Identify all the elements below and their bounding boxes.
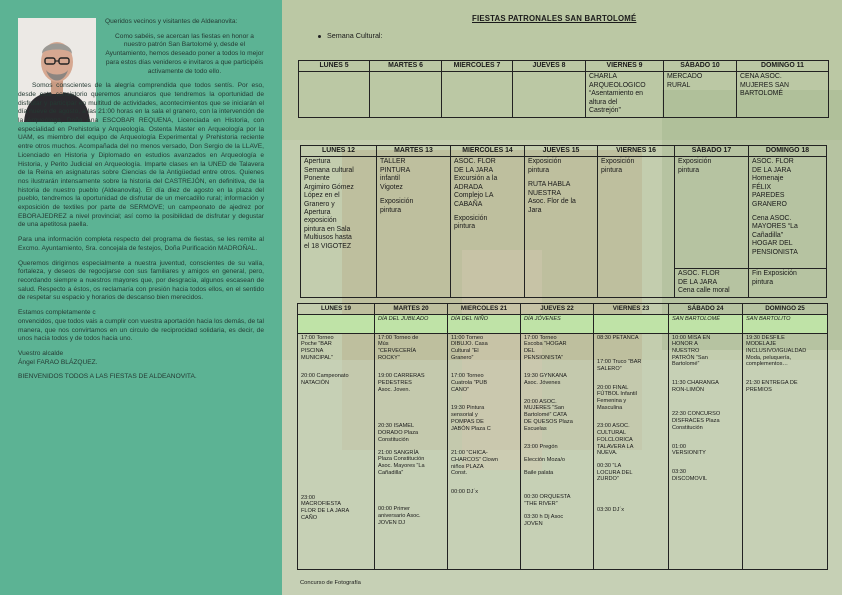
event-line: niños PLAZA [451,463,484,470]
event-line: ASOC. FLOR [678,270,720,278]
week-header-row [301,146,827,157]
event-line: Cena calle moral [678,287,730,295]
day-cell [299,72,370,117]
week-12-18-table [300,145,827,298]
event-line: “Asentamiento en [589,90,644,98]
event-line: JABÓN Plaza C [451,425,491,432]
event-line: 03:30 h Dj Asoc [524,513,564,520]
day-header: MARTES 13 [377,146,451,157]
event-line: 17:00 Torneo de [378,334,419,341]
day-cell [525,157,598,297]
event-line: Constitución [672,424,703,431]
event-line: 23:00 [301,494,315,501]
event-line: Const. [451,470,468,477]
event-line: FÉLIX [752,183,772,191]
event-line: Cultural “El [451,347,479,354]
event-line: PATRÓN “San [672,354,708,361]
event-line: Asoc. Flor de la [528,198,576,206]
event-line: RON-LIMÓN [672,386,705,393]
event-line: Femenina y [597,398,627,405]
day-cell [737,72,829,117]
event-line: Granero y [304,200,335,208]
event-line: RUTA HABLA [528,181,571,189]
day-header: LUNES 12 [301,146,377,157]
event-line: CAÑO [301,514,318,521]
day-header: MARTES 6 [370,61,442,72]
day-cell [301,157,377,297]
event-line: 17:00 Torneo [524,334,557,341]
day-cell [375,333,448,569]
event-line: Constitución [378,436,409,443]
event-line: Exposición [601,158,635,166]
event-line: 08:30 PETANCA [597,334,639,341]
event-line: DE LA JARA [752,166,792,174]
event-line: PENSIONISTA [752,248,798,256]
event-line: BARTOLOMÉ [740,90,784,98]
event-line: DE QUESOS Plaza [524,418,573,425]
event-line: 20:00 Campeonato [301,373,349,380]
event-line: ZURDO” [597,476,619,483]
event-line: Cuatrola “PUB [451,380,488,387]
event-line: 00:30 “LA [597,462,622,469]
event-line: el 18 VIGOTEZ [304,242,352,250]
day-header: MIERCOLES 14 [451,146,525,157]
day-header: SÁBADO 24 [669,304,743,315]
event-line: FOLCLORICA [597,436,633,443]
week-header-row [298,304,828,315]
event-line: CABAÑA [454,200,483,208]
event-line: Semana cultural [304,166,354,174]
event-line: Exposición [454,214,488,222]
event-line: pintura [601,166,623,174]
event-line: López en el [304,192,340,200]
day-cell-extra [749,269,827,297]
event-line: POMPAS DE [451,418,484,425]
day-theme: SAN BARTOLITO [743,314,828,333]
event-line: JOVEN DJ [378,519,406,526]
day-cell [377,157,451,297]
event-line: DISFRACES Plaza [672,418,720,425]
day-cell [521,333,594,569]
event-line: HONOR A [672,341,698,348]
event-line: 19:00 CARRERAS [378,373,425,380]
event-line: CENA ASOC. [740,73,782,81]
event-line: ROCKY” [378,354,400,361]
event-line: SALERO” [597,365,622,372]
event-line: Argimiro Gómez [304,183,354,191]
event-line: 11:00 Torneo [451,334,484,341]
event-line: Cena ASOC. [752,214,792,222]
event-line: Asoc. Joven. [378,386,411,393]
event-line: 17:00 Torneo [301,334,334,341]
event-line: Apertura [304,208,331,216]
event-line: Elección Moza/o [524,456,566,463]
event-line: Cañadilla” [378,469,404,476]
event-line: MUJERES SAN [740,81,790,89]
event-line: 01:00 [672,443,686,450]
program-title: FIESTAS PATRONALES SAN BARTOLOMÉ [472,14,637,23]
event-line: Exposición [380,198,414,206]
event-line: JOVEN [524,520,543,527]
event-line: 21:00 SANGRÍA [378,449,419,456]
event-line: Castrejón” [589,107,621,115]
event-line: Ponente [304,175,330,183]
day-theme: DÍA JÓVENES [521,314,594,333]
event-line: Baile palata [524,469,554,476]
event-line: 21:00 “CHICA- [451,450,488,457]
day-theme: SAN BARTOLOMÉ [669,314,743,333]
event-line: TALLER [380,158,406,166]
event-line: infantil [380,175,400,183]
letter-greeting: Queridos vecinos y visitantes de Aldeanovita: [105,18,238,25]
event-line: Fin Exposición [752,270,797,278]
day-header: SÁBADO 10 [664,61,737,72]
letter-paragraph: Como sabéis, se acercan las fiestas en honor a nuestro patrón San Bartolomé y, desde el Ayuntamiento, hemos deseado poner a todos lo mejor para estos días venideros e invitaros a que participéis activamente de todo ello. [105,32,264,75]
event-line: 03:30 DJ´x [597,507,625,514]
event-line: PAREDES [752,192,785,200]
day-cell [513,72,586,117]
event-line: PEDESTRES [378,380,412,387]
event-line: 11:30 CHARANGA [672,380,719,387]
day-cell [743,333,828,569]
week-theme-row [298,314,828,333]
event-line: Cañadilla” [752,231,784,239]
event-line: 19:30 DESFILE [746,334,785,341]
event-line: Granero” [451,354,474,361]
event-line: CANO” [451,386,470,393]
event-line: HOGAR DEL [752,240,793,248]
event-line: pintura [454,223,476,231]
event-line: 00:00 DJ´x [451,489,479,496]
event-line: DISCOMOVIL [672,475,708,482]
week-header-row [299,61,829,72]
event-line: Multiusos hasta [304,234,352,242]
event-line: LOCURA DEL [597,469,633,476]
event-line: pintura [678,166,700,174]
day-header: DOMINGO 25 [743,304,828,315]
event-line: FLOR DE LA JARA [301,508,350,515]
day-theme: DÍA DEL NIÑO [448,314,521,333]
week-events-row [298,333,828,569]
event-line: DIBUJO. Casa [451,341,488,348]
event-line: Mús [378,341,389,348]
event-line: NUESTRO [672,347,700,354]
event-line: VERSIONITY [672,450,706,457]
event-line: PINTURA [380,166,411,174]
day-header: VIERNES 16 [598,146,675,157]
event-line: exposición [304,217,337,225]
day-cell [669,333,743,569]
event-line: 00:00 Primer [378,506,411,513]
event-line: Excursión a la [454,175,498,183]
event-line: Escoba “HOGAR [524,341,567,348]
event-line: Homenaje [752,175,784,183]
event-line: PENSIONISTA” [524,354,564,361]
event-line: RURAL [667,81,691,89]
letter-paragraph: Queremos dirigirnos especialmente a nuestra juventud, conscientes de su valía, fortaleza, y deseos de regocijarse con sus familiares y amigos en general, pero, recordando siempre a nuestros mayores que, por desgracia, algunos escasean de salud. Respecto a éstos, os reclamaría con presión hacia todos ellos, en el sentido de respetar su espacio y horarios de descanso bien merecidos. [18,259,264,302]
event-line: TALAVERA LA [597,443,634,450]
event-line: 03:30 [672,468,686,475]
event-line: ADRADA [454,183,483,191]
day-header: JUEVES 22 [521,304,594,315]
event-line: MAYORES “La [752,223,798,231]
event-line: MACROFIESTA [301,501,341,508]
event-line: NUEVA. [597,450,618,457]
event-line: Bartolomé” CATA [524,412,567,419]
day-cell [298,333,375,569]
event-line: CHARLA [589,73,617,81]
event-line: ASOC. FLOR [454,158,496,166]
event-line: 22:30 CONCURSO [672,411,721,418]
letter-paragraph: Somos conscientes de la alegría comprendida que todos sentís. Por eso, desde este consistorio queremos anunciaros que tendremos la oportunidad de disfrutar y participar en multitud de actividades, acontecimientos que se iniciarán el día nueve de agosto, a las 21:00 horas en la sala el granero, con la intervención de la Arqueóloga, Doña Ana ESCOBAR REQUENA, Licenciada en Historia, con especialidad en Prehistoria y Arqueología. Ostenta Master en Arqueología por la UAM, es miembro del equipo de Arqueología Experimental y Prehistoria reciente entre otros muchos. Acompañada del no menos versado, Don Sergio de la LLAVE, Licenciado en Historia y Diplomado en estudios avanzados en Arqueología e Historia, y Perito Judicial en Arqueología. Imparte clases en la UNED de Talavera de la Reina en asignaturas sobre Ciencias de la Antigüedad entre otros. Quienes nos ilustrarán intensamente sobre la historia del CASTREJÓN, en definitiva, de la historia de nuestro pueblo (Aldeanovita). El día diez de agosto en la plaza del pueblo, tendremos la oportunidad de disfrutar de un mercadillo rural; información y exposición de textiles por parte de SERMOVE; un campeonato de ajedrez por EBORAJEDREZ a nivel provincial; así como la posibilidad de disfrutar y degustar de una apetitosa paella. [18,82,264,229]
event-line: Exposición [678,158,712,166]
event-line: DE LA JARA [678,278,718,286]
day-cell [594,333,669,569]
day-header: MIERCOLES 7 [442,61,513,72]
event-line: INCLUSIVO/IGUALDAD [746,347,807,354]
event-line: Bartolomé” [672,361,700,368]
day-cell [749,157,827,269]
day-header: MARTES 20 [375,304,448,315]
event-line: pintura [528,166,550,174]
event-line: 23:00 Pregón [524,444,558,451]
event-line: “CERVECERÍA [378,347,417,354]
day-cell [598,157,675,297]
day-cell [370,72,442,117]
event-line: 20:00 FINAL [597,384,629,391]
event-line: 00:30 ORQUESTA [524,494,571,501]
bullet-dot-icon [318,35,321,38]
event-line: 19:30 GYNKANA [524,373,567,380]
event-line: Complejo LA [454,192,494,200]
day-header: LUNES 5 [299,61,370,72]
event-line: Poche “BAR [301,341,332,348]
event-line: Escuelas [524,425,547,432]
event-line: NUESTRA [528,189,561,197]
event-line: sensorial y [451,412,478,419]
event-line: GRANERO [752,200,787,208]
day-cell [442,72,513,117]
event-line: ASOC. FLOR [752,158,794,166]
week-events-row [301,157,827,269]
event-line: DORADO Plaza [378,430,419,437]
day-cell [664,72,737,117]
event-line: ARQUEOLOGICO [589,81,646,89]
event-line: Masculina [597,404,623,411]
day-theme [298,314,375,333]
letter-paragraph: Estamos completamente c [18,309,96,317]
event-line: pintura [752,278,774,286]
day-header: JUEVES 15 [525,146,598,157]
day-cell-extra [675,269,749,297]
event-line: NATACIÓN [301,380,330,387]
day-header: JUEVES 8 [513,61,586,72]
letter-panel [0,0,282,595]
day-header: LUNES 19 [298,304,375,315]
event-line: Plaza Constitución [378,456,425,463]
event-line: DE LA JARA [454,166,494,174]
event-line: 20:00 ASOC. [524,398,557,405]
letter-paragraph: Para una información completa respecto del programa de fiestas, se les remite al Excmo. Ayuntamiento, Sra. concejala de festejos, Doña Purificación MADROÑAL. [18,236,264,252]
bullet-label: Semana Cultural: [327,31,383,40]
event-line: DEL [524,347,535,354]
event-line: Moda, peluquería, [746,354,792,361]
day-header: DOMINGO 11 [737,61,829,72]
day-header: SÁBADO 17 [675,146,749,157]
event-line: pintura [380,206,402,214]
event-line: 17:00 Torneo [451,373,484,380]
event-line: CULTURAL [597,430,627,437]
letter-closing: BIENVENIDOS TODOS A LAS FIESTAS DE ALDEANOVITA. [18,373,197,381]
event-line: PREMIOS [746,386,772,393]
event-line: Jara [528,206,542,214]
letter-signoff: Vuestro alcalde [18,349,64,357]
event-line: PISCINA [301,347,324,354]
event-line: Asoc. Mayores “La [378,462,425,469]
event-line: aniversario Asoc. [378,513,421,520]
event-line: MUNICIPAL” [301,354,333,361]
day-header: VIERNES 9 [586,61,664,72]
event-line: 20:30 ISAMEL [378,423,415,430]
day-header: MIERCOLES 21 [448,304,521,315]
program-panel [282,0,842,595]
letter-paragraph: onvencidos, que todos vais a cumplir con vuestra aportación hacia los demás, de tal manera, que nos convirtamos en un circulo de reciprocidad solidaria, es decir, de unos hacia todos y de todos hacia uno. [18,317,264,343]
week-19-25-table [297,303,828,570]
event-line: Exposición [528,158,562,166]
event-line: Asoc. Jóvenes [524,380,561,387]
day-cell [451,157,525,297]
event-line: Vigotez [380,183,403,191]
day-cell [586,72,664,117]
event-line: “THE RIVER” [524,501,558,508]
day-header: DOMINGO 18 [749,146,827,157]
week-events-row [299,72,829,117]
semana-cultural-bullet [318,31,383,40]
day-cell [448,333,521,569]
day-cell [675,157,749,269]
event-line: 17:00 Truco “BAR [597,359,642,366]
event-line: CHARCOS” Clown [451,456,498,463]
event-line: complementos… [746,361,788,368]
letter-signature: Ángel FARAO BLÁZQUEZ. [18,358,98,366]
event-line: MODELAJE [746,341,777,348]
day-theme [594,314,669,333]
event-line: 19:30 Pintura [451,405,485,412]
welcome-letter [18,18,264,388]
event-line: 21:30 ENTREGA DE [746,380,798,387]
day-header: VIERNES 23 [594,304,669,315]
event-line: MUJERES “San [524,405,565,412]
day-theme: DÍA DEL JUBILADO [375,314,448,333]
event-line: Apertura [304,158,331,166]
event-line: altura del [589,98,618,106]
event-line: pintura en Sala [304,225,351,233]
event-line: MERCADO [667,73,703,81]
week-5-11-table [298,60,829,118]
photo-contest-note: Concurso de Fotografía [300,580,361,586]
event-line: 10:00 MISA EN [672,334,711,341]
event-line: FÚTBOL Infantil [597,391,637,398]
event-line: 23:00 ASOC. [597,423,630,430]
